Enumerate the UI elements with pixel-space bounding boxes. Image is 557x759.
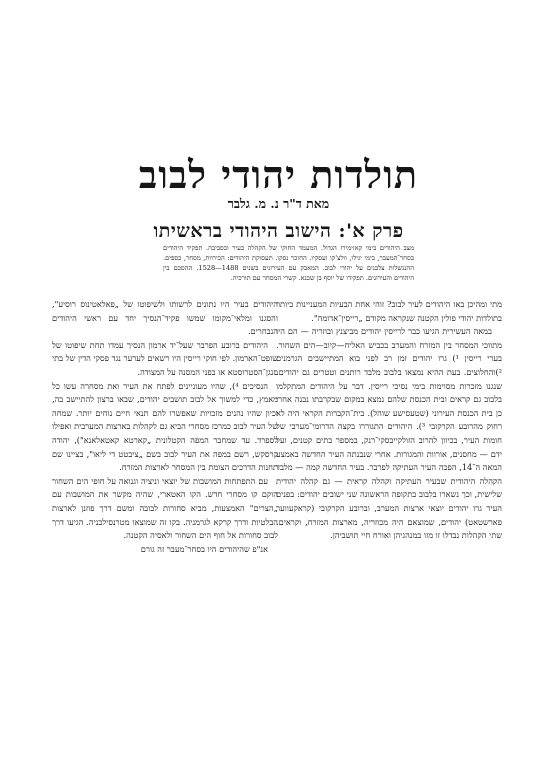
author-byline: מאת ד"ר נ. מ. גלבר [227, 196, 330, 211]
paragraph: היהודים בעיר היו נתונים לרשותו ולשיפוטו של „פאלאטינוס רוסיע", והסגנו ומלאי־מקומו שמשו פקיד־הנסיך יחד עם ראשי היהודים הנבחרים. [52, 299, 278, 337]
left-text-column [52, 298, 278, 556]
chapter-abstract: מצב היהודים בימי קאזימירז הגדול. המעמד החוקי של הקהלה בעיר ובסביבה. תפקיד היהודים בסחר־המעבר, בימי יגילו, וולצ'קו ועסקיו. החוכר נסקו. תעסוקת היהודים: הכירוות, מסחר, כספים. ההנגשלות צלבנים על יהודי לבוב. המאבק עם העירונים בשנים 1488—1528. ההסכם בין היהודים והעירונים. תפקידו של יוסף בן שכנא. קשרי המסחר עם תורכיה. [163, 244, 414, 282]
paragraph: היהודים ברובע הפרבר שעל־יד ארמון הנסיך עמדו תחת שיפוטו של שופט־הארמון. לפי חוקי רייסין היו רשאים לערער נגד פסקי הדין של בתי סנגן־הסטרוסטא או בפני המסנה על המצודה. [52, 339, 278, 377]
paragraph: עם התפתחות המושבות של יוצאי וניציה וגנואה על חופי הים השחור הוקם קו מסחרי חדש. הקו האטארי, שהיה מקשר את המושבות עם „הצרים" האמצעות, מביא סחורות לבובה ומשם דרך פוזנן לארצות הבלטיות ודרך קרקא לגרמניה. בקו זה שמוצאו מטרנסילבניה. הגיעו דרך לבוב סחורות אל חוף הים השחור ולאסיה הקטנה. [52, 475, 278, 541]
paragraph: במאה העשירית הגיעו כבר לרייסין יהודים מביצנץ ובוזריה — הם היו מתווכי המסחר בין המזרח והמערב בכביש האליח—קיוב—הים השחור. בערי רייסין ¹) גרו יהודים זמן רב לפני בוא המתיישבים הגרמנים ²)והחלוצים. בעת ההיא נמצאו בלבוב מלבד רותנים וטטרים גם יהודים. שנגנו מזכרות מסוימות בימי נסיכי רייסין. דבר על היהודים המתקלמו בלבוב גם קראים ובית הכנסת שלהם נמצא במקום שבקרבתו נבנה אחרי כן בית הכנסת העירוני (שטעסישע שוהל). בית־הקברות הקראי היה לא רחוק מהרובע הקרקובי ³). היהודים התגוררו בקצה הדרומי־מערבי של חומות העיר, בכיוון להרוב הזולקייבסקי־רנק, במספר בתים קטנים, ועל ידם — מחסנים, אורוות והמגורות. אחרי שנבנתה העיר החדשה באמצע המאה ה־14, הפכה העיר העתיקה לפרבר. בעיר החדשה קמה — מלבד הקהלה היהודית שבעיר העתיקה וקהלה קראית — גם קהלה יהודית שלישית, וכך נשארו בלבוב בתקופה הראשונה שני ישובים יהודים: בפנים העיר גרו יהודים יוצאי ארצות המערב, וברובע הקרקובי (קראקעווער פארשטאט) יהודים, שמוצאם היה מכוזריה, מארצות המזרח, וקראים. שתי הקהלות נבדלו זו מזו במנהגיהן ואורח חיי תושביהן. [276, 326, 503, 541]
paragraph: אנ"פ שהיהודים היו בסחר־מעבר זה גורם [140, 543, 268, 554]
right-text-column [276, 298, 502, 543]
page-title: תולדות יהודי לבוב [138, 152, 419, 197]
paragraph: מתי ומהיכן באו היהודים לעיר לבוב? זוהי אחת הבעיות המעניינות ביותר בתולדות יהודי פולין הקטנה שנקראה מקודם „רייסין־אדומה". [276, 299, 502, 323]
paragraph: הנסיכים ⁴), שהיו מעוניינים לפתח את העיר ואת מסחרה עשו כל מאמץ, כדי למשוך אל לבוב תושבים יהודים, שבאו ברצון להתיישב בה, וכיון שהיו נהנים מזכויות שאפשרו להם תנאי חיים נוחים יותר. שמחה של העיר לבוב כמרכז מסחרי הביא גם לקהלות בארצות המערבית ואפילו לספרד. עד שמחבר המפה הקטלונית „קארטא קאטאלאנא"), יהודה קרסקש, רשם במפה את העיר לבוב בשם „ציבטט די ליאו", בציינו שם תחנות הדרכים הצומת בין המסחר לארצות המזרח. [52, 380, 278, 473]
chapter-heading: פרק א': הישוב היהודי בראשיתו [153, 220, 404, 242]
